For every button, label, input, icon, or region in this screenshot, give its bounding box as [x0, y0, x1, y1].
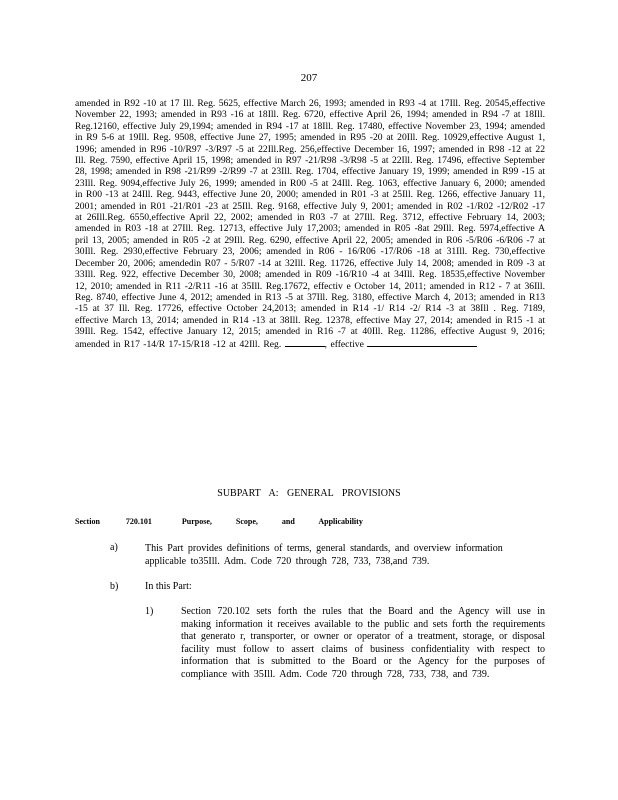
section-title-word: Scope, — [235, 517, 258, 526]
blank-reg-page — [285, 338, 325, 347]
item-a-text: This Part provides definitions of terms, general standards, and overview information applicable to35Ill. Adm. Code 720 through 728, 733, 738,and 739. — [145, 543, 503, 567]
item-1-marker: 1) — [145, 606, 154, 617]
history-paragraph: amended in R92 -10 at 17 Ill. Reg. 5625, effective March 26, 1993; amended in R93 -4 at 17Ill. Reg. 20545,effective November 22, 1993; amended in R93 -16 at 18Ill. Reg. 6720, effective April 26, 1994; amended in R94 -7 at 18Ill. Reg.12160, effective July 29,1994; amended in R94 -17 at 18Ill. Reg. 17480, effective November 23, 1994; amended in R9 5-6 at 19Ill. Reg. 9508, effective June 27, 1995; amended in R95 -20 at 20Ill. Reg. 10929,effective August 1, 1996; amended in R96 -10/R97 -3/R97 -5 at 22Ill.Reg. 256,effective December 16, 1997; amended in R98 -12 at 22 Ill. Reg. 7590, effective April 15, 1998; amended in R97 -21/R98 -3/R98 -5 at 22Ill. Reg. 17496, effective September 28, 1998; amended in R98 -21/R99 -2/R99 -7 at 23Ill. Reg. 1704, effective January 19, 1999; amended in R99 -15 at 23Ill. Reg. 9094,effective July 26, 1999; amended in R00 -5 at 24Ill. Reg. 1063, effective January 6, 2000; amended in R00 -13 at 24Ill. Reg. 9443, effective June 20, 2000; amended in R01 -3 at 25Ill. Reg. 1266, effective January 11, 2001; amended in R01 -21/R01 -23 at 25Ill. Reg. 9168, effective July 9, 2001; amended in R02 -1/R02 -12/R02 -17 at 26Ill.Reg. 6550,effective April 22, 2002; amended in R03 -7 at 27Ill. Reg. 3712, effective February 14, 2003; amended in R03 -18 at 27Ill. Reg. 12713, effective July 17,2003; amended in R05 -8at 29Ill. Reg. 5974,effective A pril 13, 2005; amended in R05 -2 at 29Ill. Reg. 6290, effective April 22, 2005; amended in R06 -5/R06 -6/R06 -7 at 30Ill. Reg. 2930,effective February 23, 2006; amended in R06 - 16/R06 -17/R06 -18 at 31Ill. Reg. 730,effective December 20, 2006; amendedin R07 - 5/R07 -14 at 32Ill. Reg. 11726, effective July 14, 2008; amended in R09 -3 at 33Ill. Reg. 922, effective December 30, 2008; amended in R09 -16/R10 -4 at 34Ill. Reg. 18535,effective November 12, 2010; amended in R11 -2/R11 -16 at 35Ill. Reg.17672, effectiv e October 14, 2011; amended in R12 - 7 at 36Ill. Reg. 8740, effective June 4, 2012; amended in R13 -5 at 37Ill. Reg. 3180, effective March 4, 2013; amended in R13 -15 at 37 Ill. Reg. 17726, effective October 24,2013; amended in R14 -1/ R14 -2/ R14 -3 at 38Ill . Reg. 7189, effective March 13, 2014; amended in R14 -13 at 38Ill. Reg. 12378, effective May 27, 2014; amended in R15 -1 at 39Ill. Reg. 1542, effective January 12, 2015; amended in R16 -7 at 40Ill. Reg. 11286, effective August 9, 2016; amended in R17 -14/R 17-15/R18 -12 at 42Ill. Reg. , effective — [75, 98, 545, 350]
item-b-text: In this Part: — [145, 581, 192, 592]
page-number: 207 — [300, 72, 318, 84]
section-word: Section — [75, 517, 100, 526]
history-effective-label: effective — [330, 338, 364, 350]
section-title-word: and — [281, 517, 295, 526]
item-1-text: Section 720.102 sets forth the rules that the Board and the Agency will use in making information it receives available to the public and sets forth the requirements that generato r, transporter, or owner or operator of a treatment, storage, or disposal facility must follow to assert claims of business confidentiality with respect to information that is submitted to the Board or the Agency for the purposes of compliance with 35Ill. Adm. Code 720 through 728, 733, 738, and 739. — [181, 606, 545, 680]
section-heading — [75, 517, 385, 526]
subpart-heading: SUBPART A: GENERAL PROVISIONS — [217, 488, 401, 499]
section-title-word: Applicability — [318, 517, 363, 526]
history-text: amended in R92 -10 at 17 Ill. Reg. 5625, effective March 26, 1993; amended in R93 -4 at 17Ill. Reg. 20545,effective November 22, 1993; amended in R93 -16 at 18Ill. Reg. 6720, effective April 26, 1994; amended in R94 -7 at 18Ill. Reg.12160, effective July 29,1994; amended in R94 -17 at 18Ill. Reg. 17480, effective November 23, 1994; amended in R9 5-6 at 19Ill. Reg. 9508, effective June 27, 1995; amended in R95 -20 at 20Ill. Reg. 10929,effective August 1, 1996; amended in R96 -10/R97 -3/R97 -5 at 22Ill.Reg. 256,effective December 16, 1997; amended in R98 -12 at 22 Ill. Reg. 7590, effective April 15, 1998; amended in R97 -21/R98 -3/R98 -5 at 22Ill. Reg. 17496, effective September 28, 1998; amended in R98 -21/R99 -2/R99 -7 at 23Ill. Reg. 1704, effective January 19, 1999; amended in R99 -15 at 23Ill. Reg. 9094,effective July 26, 1999; amended in R00 -5 at 24Ill. Reg. 1063, effective January 6, 2000; amended in R00 -13 at 24Ill. Reg. 9443, effective June 20, 2000; amended in R01 -3 at 25Ill. Reg. 1266, effective January 11, 2001; amended in R01 -21/R01 -23 at 25Ill. Reg. 9168, effective July 9, 2001; amended in R02 -1/R02 -12/R02 -17 at 26Ill.Reg. 6550,effective April 22, 2002; amended in R03 -7 at 27Ill. Reg. 3712, effective February 14, 2003; amended in R03 -18 at 27Ill. Reg. 12713, effective July 17,2003; amended in R05 -8at 29Ill. Reg. 5974,effective A pril 13, 2005; amended in R05 -2 at 29Ill. Reg. 6290, effective April 22, 2005; amended in R06 -5/R06 -6/R06 -7 at 30Ill. Reg. 2930,effective February 23, 2006; amended in R06 - 16/R06 -17/R06 -18 at 31Ill. Reg. 730,effective December 20, 2006; amendedin R07 - 5/R07 -14 at 32Ill. Reg. 11726, effective July 14, 2008; amended in R09 -3 at 33Ill. Reg. 922, effective December 30, 2008; amended in R09 -16/R10 -4 at 34Ill. Reg. 18535,effective November 12, 2010; amended in R11 -2/R11 -16 at 35Ill. Reg.17672, effectiv e October 14, 2011; amended in R12 - 7 at 36Ill. Reg. 8740, effective June 4, 2012; amended in R13 -5 at 37Ill. Reg. 3180, effective March 4, 2013; amended in R13 -15 at 37 Ill. Reg. 17726, effective October 24,2013; amended in R14 -1/ R14 -2/ R14 -3 at 38Ill . Reg. 7189, effective March 13, 2014; amended in R14 -13 at 38Ill. Reg. 12378, effective May 27, 2014; amended in R15 -1 at 39Ill. Reg. 1542, effective January 12, 2015; amended in R16 -7 at 40Ill. Reg. 11286, effective August 9, 2016; amended in R17 -14/R 17-15/R18 -12 at 42Ill. Reg. — [75, 98, 545, 350]
item-b-marker: b) — [110, 581, 119, 592]
item-a-marker: a) — [110, 542, 118, 553]
section-number: 720.101 — [125, 517, 152, 526]
section-title-word: Purpose, — [181, 517, 212, 526]
blank-effective-date — [367, 338, 477, 347]
